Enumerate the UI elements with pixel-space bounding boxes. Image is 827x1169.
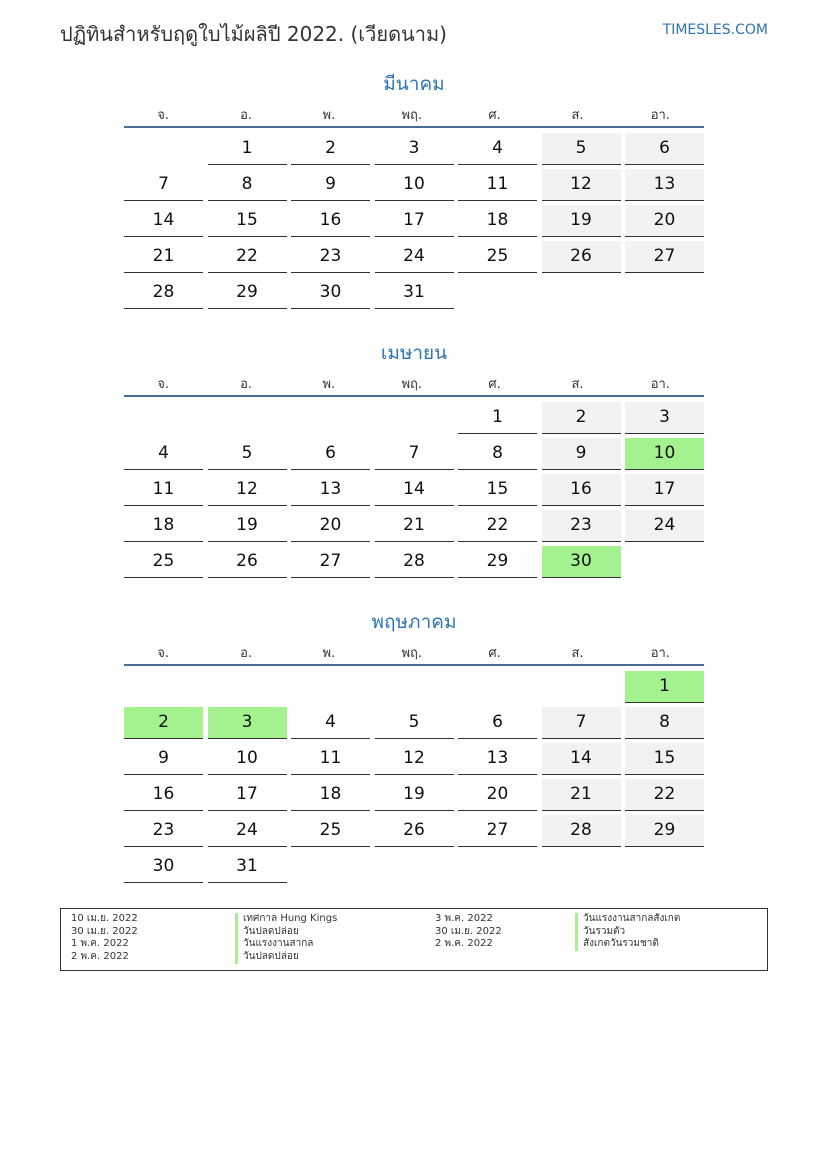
weekday-label: จ.: [157, 376, 170, 392]
day-cell: 11: [124, 474, 203, 506]
day-cell: 6: [458, 707, 537, 739]
legend-date: 1 พ.ค. 2022: [71, 938, 129, 949]
day-cell: 23: [542, 510, 621, 542]
day-cell: 3: [375, 133, 454, 165]
day-cell: 12: [542, 169, 621, 201]
legend-holiday-name: วันปลดปล่อย: [235, 926, 299, 939]
day-cell: 23: [291, 241, 370, 273]
day-cell: 13: [625, 169, 704, 201]
day-cell: 16: [124, 779, 203, 811]
day-cell: 14: [124, 205, 203, 237]
day-cell: 28: [375, 546, 454, 578]
weekday-label: ส.: [571, 645, 584, 661]
weekday-label: อา.: [650, 107, 670, 123]
brand-link[interactable]: TIMESLES.COM: [662, 22, 768, 38]
day-cell: 25: [291, 815, 370, 847]
day-cell: 20: [458, 779, 537, 811]
day-cell: 9: [542, 438, 621, 470]
day-cell: 9: [291, 169, 370, 201]
weekday-label: อ.: [240, 645, 253, 661]
day-cell: 10: [208, 743, 287, 775]
day-cell: 11: [458, 169, 537, 201]
day-cell: 17: [208, 779, 287, 811]
weekday-label: พฤ.: [401, 645, 423, 661]
day-cell: 18: [291, 779, 370, 811]
day-grid: [124, 128, 704, 313]
weekday-label: พฤ.: [401, 376, 423, 392]
day-cell: 23: [124, 815, 203, 847]
legend-date: 30 เม.ย. 2022: [435, 926, 502, 937]
day-cell: 31: [208, 851, 287, 883]
weekday-label: อา.: [650, 376, 670, 392]
day-cell: 27: [458, 815, 537, 847]
day-cell: 16: [542, 474, 621, 506]
day-cell: 7: [375, 438, 454, 470]
day-cell: 29: [625, 815, 704, 847]
day-cell: 14: [542, 743, 621, 775]
legend-date: 2 พ.ค. 2022: [71, 951, 129, 962]
day-cell: 5: [542, 133, 621, 165]
legend-date: 3 พ.ค. 2022: [435, 913, 493, 924]
weekday-label: ส.: [571, 376, 584, 392]
day-cell: 24: [375, 241, 454, 273]
day-cell: 28: [542, 815, 621, 847]
day-cell: 15: [625, 743, 704, 775]
legend-holiday-name: เทศกาล Hung Kings: [235, 913, 337, 926]
day-cell: 5: [208, 438, 287, 470]
holiday-day-cell: 1: [625, 671, 704, 703]
day-cell: 24: [625, 510, 704, 542]
day-cell: 25: [458, 241, 537, 273]
day-cell: 19: [542, 205, 621, 237]
day-cell: 7: [542, 707, 621, 739]
day-cell: 20: [291, 510, 370, 542]
legend-date: 10 เม.ย. 2022: [71, 913, 138, 924]
legend-holiday-name: วันรวมตัว: [575, 926, 625, 939]
day-cell: 10: [375, 169, 454, 201]
day-cell: 19: [208, 510, 287, 542]
day-cell: 1: [208, 133, 287, 165]
day-cell: 5: [375, 707, 454, 739]
day-cell: 18: [458, 205, 537, 237]
weekday-label: ส.: [571, 107, 584, 123]
day-cell: 27: [291, 546, 370, 578]
legend-date: 2 พ.ค. 2022: [435, 938, 493, 949]
day-cell: 4: [291, 707, 370, 739]
day-cell: 18: [124, 510, 203, 542]
weekday-label: อ.: [240, 107, 253, 123]
day-cell: 27: [625, 241, 704, 273]
day-cell: 26: [375, 815, 454, 847]
day-cell: 12: [375, 743, 454, 775]
holiday-day-cell: 3: [208, 707, 287, 739]
day-cell: 7: [124, 169, 203, 201]
day-cell: 21: [375, 510, 454, 542]
weekday-header: [124, 100, 704, 128]
day-cell: 20: [625, 205, 704, 237]
month-may: [124, 606, 704, 887]
day-cell: 25: [124, 546, 203, 578]
weekday-label: อา.: [650, 645, 670, 661]
day-cell: 4: [458, 133, 537, 165]
holiday-day-cell: 30: [542, 546, 621, 578]
day-cell: 21: [124, 241, 203, 273]
day-grid: [124, 666, 704, 887]
page-header: [60, 18, 768, 48]
day-cell: 22: [458, 510, 537, 542]
day-cell: 26: [542, 241, 621, 273]
day-cell: 13: [458, 743, 537, 775]
legend-holiday-name: วันแรงงานสากล: [235, 938, 313, 951]
day-cell: 26: [208, 546, 287, 578]
day-cell: 4: [124, 438, 203, 470]
day-cell: 2: [291, 133, 370, 165]
day-cell: 8: [625, 707, 704, 739]
day-cell: 3: [625, 402, 704, 434]
holiday-legend: [60, 908, 768, 971]
day-cell: 28: [124, 277, 203, 309]
day-cell: 1: [458, 402, 537, 434]
day-cell: 8: [208, 169, 287, 201]
day-cell: 11: [291, 743, 370, 775]
legend-holiday-name: วันแรงงานสากลสังเกต: [575, 913, 680, 926]
day-cell: 14: [375, 474, 454, 506]
day-cell: 16: [291, 205, 370, 237]
day-cell: 17: [375, 205, 454, 237]
legend-date: 30 เม.ย. 2022: [71, 926, 138, 937]
day-cell: 30: [124, 851, 203, 883]
weekday-label: พ.: [322, 376, 336, 392]
day-grid: [124, 397, 704, 582]
month-april: [124, 337, 704, 582]
holiday-day-cell: 10: [625, 438, 704, 470]
month-title: มีนาคม: [383, 73, 445, 95]
day-cell: 30: [291, 277, 370, 309]
month-march: [124, 68, 704, 313]
weekday-label: จ.: [157, 645, 170, 661]
month-title: พฤษภาคม: [371, 611, 457, 633]
holiday-day-cell: 2: [124, 707, 203, 739]
day-cell: 21: [542, 779, 621, 811]
day-cell: 13: [291, 474, 370, 506]
day-cell: 6: [291, 438, 370, 470]
day-cell: 29: [458, 546, 537, 578]
day-cell: 15: [458, 474, 537, 506]
weekday-label: จ.: [157, 107, 170, 123]
month-title: เมษายน: [380, 342, 448, 364]
legend-holiday-name: วันปลดปล่อย: [235, 951, 299, 964]
day-cell: 12: [208, 474, 287, 506]
day-cell: 19: [375, 779, 454, 811]
page-title: ปฏิทินสำหรับฤดูใบไม้ผลิปี 2022. (เวียดนาม): [60, 22, 447, 46]
day-cell: 24: [208, 815, 287, 847]
weekday-label: ศ.: [488, 376, 501, 392]
day-cell: 8: [458, 438, 537, 470]
day-cell: 29: [208, 277, 287, 309]
day-cell: 6: [625, 133, 704, 165]
day-cell: 15: [208, 205, 287, 237]
weekday-label: พ.: [322, 645, 336, 661]
day-cell: 2: [542, 402, 621, 434]
weekday-header: [124, 369, 704, 397]
day-cell: 22: [208, 241, 287, 273]
day-cell: 9: [124, 743, 203, 775]
legend-holiday-name: สังเกตวันรวมชาติ: [575, 938, 659, 951]
weekday-label: อ.: [240, 376, 253, 392]
weekday-label: ศ.: [488, 645, 501, 661]
day-cell: 31: [375, 277, 454, 309]
weekday-label: พฤ.: [401, 107, 423, 123]
weekday-header: [124, 638, 704, 666]
day-cell: 22: [625, 779, 704, 811]
day-cell: 17: [625, 474, 704, 506]
weekday-label: ศ.: [488, 107, 501, 123]
weekday-label: พ.: [322, 107, 336, 123]
